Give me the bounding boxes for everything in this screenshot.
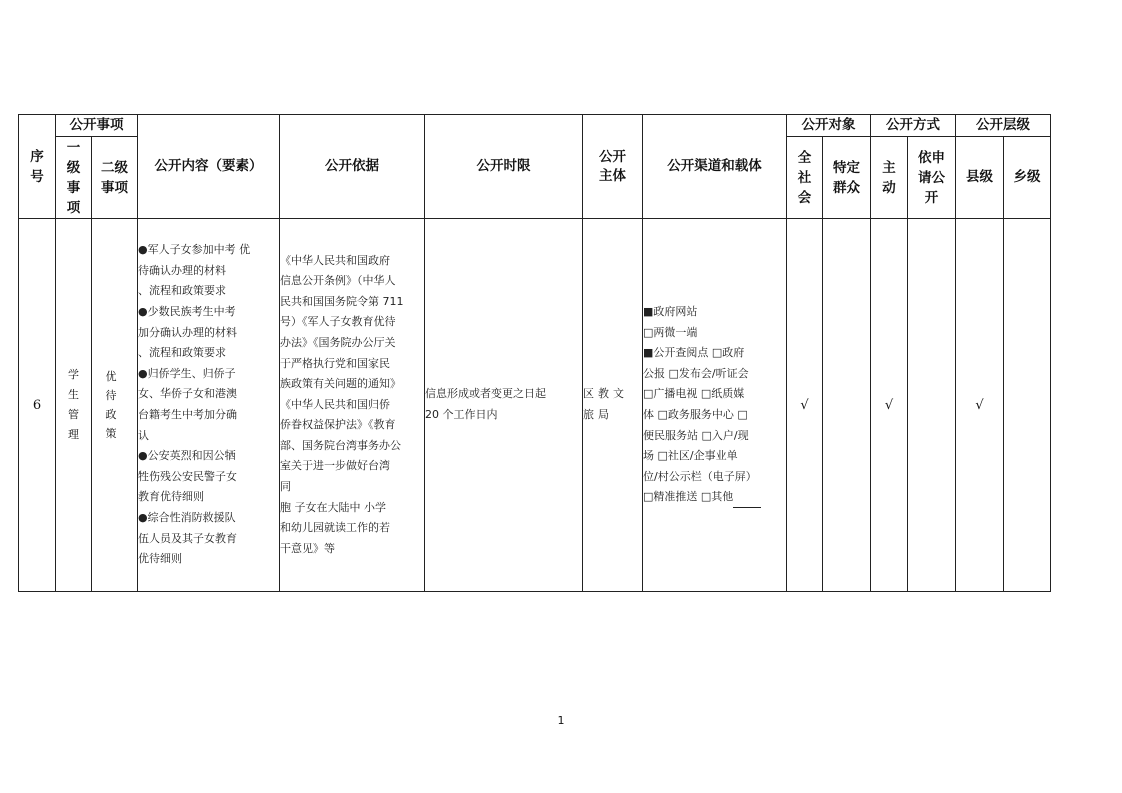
- header-seq: 序号: [19, 115, 56, 219]
- header-level1: 一级事项: [56, 137, 92, 219]
- row-level-town: [1004, 219, 1051, 592]
- header-level-town: 乡级: [1004, 137, 1051, 219]
- basis-line: 于严格执行党和国家民: [280, 356, 390, 370]
- row-subject: 区教文旅局: [583, 219, 643, 592]
- header-method-active: 主动: [871, 137, 908, 219]
- basis-line: 和幼儿园就读工作的若: [280, 521, 390, 535]
- header-subject: 公开主体: [583, 115, 643, 219]
- content-line: 女、华侨子女和港澳: [138, 387, 237, 401]
- row-level2: 优待政策: [92, 219, 138, 592]
- basis-line: 号）《军人子女教育优待: [280, 315, 396, 329]
- header-public-items: 公开事项: [56, 115, 138, 137]
- content-line: ●少数民族考生中考: [138, 305, 236, 319]
- content-line: ●归侨学生、归侨子: [138, 366, 236, 380]
- page-number: 1: [557, 714, 565, 727]
- row-level-county: √: [956, 219, 1004, 592]
- content-line: ●综合性消防救援队: [138, 510, 236, 524]
- table-row: [19, 219, 1051, 592]
- content-line: ●军人子女参加中考 优: [138, 243, 251, 257]
- row-channels: [643, 219, 787, 592]
- content-line: 待确认办理的材料: [138, 263, 226, 277]
- header-method-request: 依申请公开: [908, 137, 956, 219]
- header-method: 公开方式: [871, 115, 956, 137]
- header-basis: 公开依据: [280, 115, 425, 219]
- content-line: 优待细则: [138, 552, 182, 566]
- basis-line: 同: [280, 480, 291, 494]
- basis-line: 胞 子女在大陆中 小学: [280, 500, 386, 514]
- blank-underline: [733, 494, 761, 508]
- channel-line: 便民服务站 □入户/现: [643, 428, 749, 442]
- basis-line: 信息公开条例》（中华人: [280, 274, 396, 288]
- channel-line: ■公开查阅点 □政府: [643, 346, 745, 360]
- channel-line: ■政府网站: [643, 305, 698, 319]
- basis-line: 民共和国国务院令第 711: [280, 294, 404, 308]
- header-level-county: 县级: [956, 137, 1004, 219]
- time-line: 信息形成或者变更之日起: [425, 387, 546, 401]
- channel-line: □两微一端: [643, 325, 698, 339]
- row-seq: 6: [19, 219, 56, 592]
- disclosure-table: [18, 114, 1051, 592]
- content-line: 教育优待细则: [138, 490, 204, 504]
- header-row-top: [19, 115, 1051, 137]
- channel-line-text: □精准推送 □其他: [643, 490, 734, 504]
- basis-line: 部、国务院台湾事务办公: [280, 438, 401, 452]
- header-level: 公开层级: [956, 115, 1051, 137]
- header-time-limit: 公开时限: [425, 115, 583, 219]
- content-line: 、流程和政策要求: [138, 284, 226, 298]
- basis-line: 族政策有关问题的通知》: [280, 377, 401, 391]
- header-level2: 二级事项: [92, 137, 138, 219]
- content-line: 伍人员及其子女教育: [138, 531, 237, 545]
- basis-line: 办法》《国务院办公厅关: [280, 335, 396, 349]
- row-audience-specific: [823, 219, 871, 592]
- content-line: 台籍考生中考加分确: [138, 408, 237, 421]
- channel-line: [643, 487, 786, 508]
- header-audience-specific: 特定群众: [823, 137, 871, 219]
- basis-line: 侨眷权益保护法》《教育: [280, 418, 396, 432]
- basis-line: 室关于进一步做好台湾: [280, 459, 390, 473]
- channel-line: 位/村公示栏（电子屏）: [643, 469, 757, 483]
- row-method-request: [908, 219, 956, 592]
- content-line: 加分确认办理的材料: [138, 325, 237, 339]
- header-channels: 公开渠道和载体: [643, 115, 787, 219]
- header-audience-all: 全社会: [787, 137, 823, 219]
- channel-line: 公报 □发布会/听证会: [643, 366, 749, 380]
- row-audience-all: √: [787, 219, 823, 592]
- content-line: 牲伤残公安民警子女: [138, 469, 237, 483]
- channel-line: 场 □社区/企事业单: [643, 449, 738, 463]
- content-line: 认: [138, 428, 149, 442]
- channel-line: □广播电视 □纸质媒: [643, 387, 745, 401]
- row-basis: [280, 219, 425, 592]
- basis-line: 《中华人民共和国政府: [280, 253, 390, 267]
- basis-line: 《中华人民共和国归侨: [280, 397, 390, 411]
- channel-line: 体 □政务服务中心 □: [643, 408, 748, 421]
- basis-line: 干意见》等: [280, 541, 335, 555]
- row-time-limit: [425, 219, 583, 592]
- row-level1: 学生管理: [56, 219, 92, 592]
- content-line: ●公安英烈和因公牺: [138, 449, 236, 463]
- row-content: [138, 219, 280, 592]
- header-content: 公开内容（要素）: [138, 115, 280, 219]
- time-line: 20 个工作日内: [425, 408, 498, 421]
- content-line: 、流程和政策要求: [138, 346, 226, 360]
- header-audience: 公开对象: [787, 115, 871, 137]
- row-method-active: √: [871, 219, 908, 592]
